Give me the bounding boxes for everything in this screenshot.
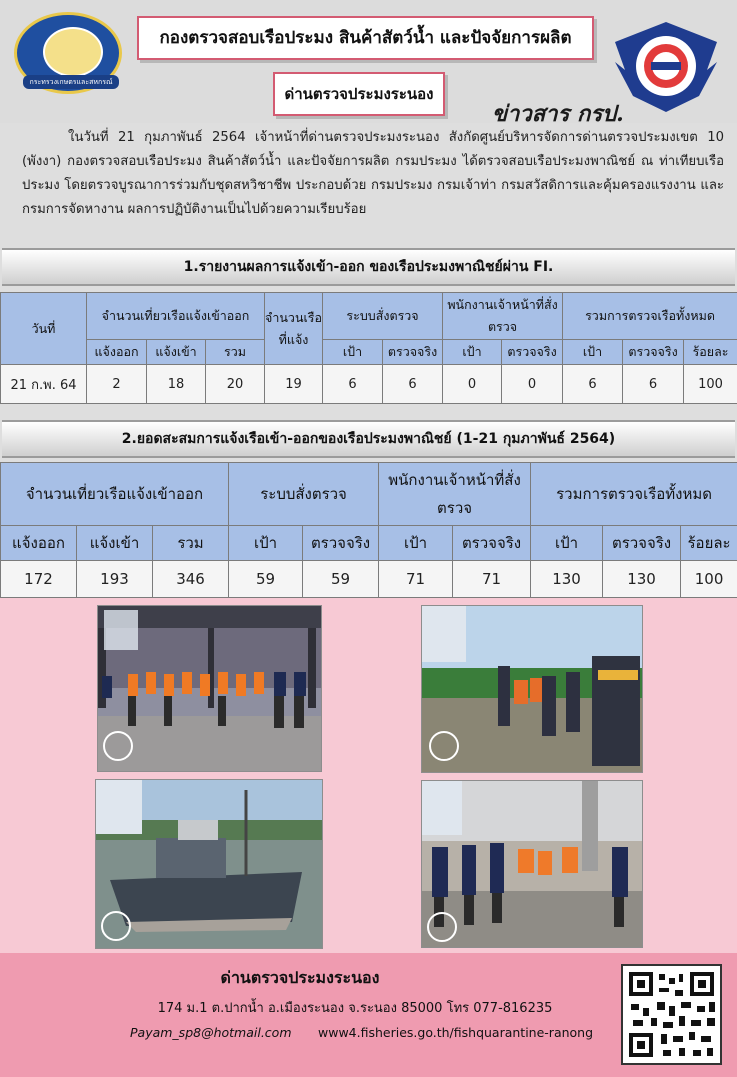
footer-website-link[interactable]: www4.fisheries.go.th/fishquarantine-ranong: [318, 1025, 594, 1040]
header-total-target: เป้า: [531, 526, 603, 561]
daily-report-table: [0, 292, 737, 404]
footer-office-name: ด่านตรวจประมงระนอง: [220, 968, 380, 987]
cumulative-report-table: [0, 462, 737, 598]
header-total: รวมการตรวจเรือทั้งหมด: [563, 293, 737, 340]
cell-system-target: 59: [229, 561, 303, 598]
header-trips: จำนวนเที่ยวเรือแจ้งเข้าออก: [87, 293, 265, 340]
header-out: แจ้งออก: [1, 526, 77, 561]
section1-title: 1.รายงานผลการแจ้งเข้า-ออก ของเรือประมงพาณิชย์ผ่าน FI.: [2, 248, 735, 286]
cell-total-target: 6: [563, 365, 623, 404]
header-system: ระบบสั่งตรวจ: [323, 293, 443, 340]
cell-total-actual: 130: [603, 561, 681, 598]
header-officer-target: เป้า: [443, 340, 502, 365]
inspection-photo-dock: [97, 605, 322, 772]
cell-officer-target: 0: [443, 365, 502, 404]
header-total: รวมการตรวจเรือทั้งหมด: [531, 463, 737, 526]
header-total-actual: ตรวจจริง: [623, 340, 684, 365]
cell-officer-actual: 0: [502, 365, 563, 404]
header-vessels: จำนวนเรือที่แจ้ง: [265, 293, 323, 365]
header-officer-target: เป้า: [379, 526, 453, 561]
cell-in: 193: [77, 561, 153, 598]
cell-system-target: 6: [323, 365, 383, 404]
qr-code-icon: [621, 964, 722, 1065]
header-system-actual: ตรวจจริง: [383, 340, 443, 365]
header-total-actual: ตรวจจริง: [603, 526, 681, 561]
intro-paragraph: ในวันที่ 21 กุมภาพันธ์ 2564 เจ้าหน้าที่ด่านตรวจประมงระนอง สังกัดศูนย์บริหารจัดการด่านตรวจประมงเขต 10 (พังงา) กองตรวจสอบเรือประมง สินค้าสัตว์น้ำ และปัจจัยการผลิต กรมประมง ได้ตรวจสอบเรือประมงพาณิชย์ ณ ท่าเทียบเรือประมง โดยตรวจบูรณาการร่วมกับชุดสหวิชาชีพ ประกอบด้วย กรมประมง กรมเจ้าท่า กรมสวัสดิการและคุ้มครองแรงงาน และกรมการจัดหางาน ผลการปฏิบัติงานเป็นไปด้วยความเรียบร้อย: [22, 130, 724, 217]
cell-out: 172: [1, 561, 77, 598]
section2-title: 2.ยอดสะสมการแจ้งเรือเข้า-ออกของเรือประมงพาณิชย์ (1-21 กุมภาพันธ์ 2564): [2, 420, 735, 458]
header-system: ระบบสั่งตรวจ: [229, 463, 379, 526]
header-percent: ร้อยละ: [681, 526, 737, 561]
header-sum: รวม: [206, 340, 265, 365]
header-officer: พนักงานเจ้าหน้าที่สั่งตรวจ: [379, 463, 531, 526]
royal-emblem-icon: [43, 27, 103, 77]
fishery-inspection-logo: [611, 18, 721, 114]
cell-officer-target: 71: [379, 561, 453, 598]
header-in: แจ้งเข้า: [77, 526, 153, 561]
table-row: [1, 365, 737, 404]
office-name: ด่านตรวจประมงระนอง: [273, 72, 445, 116]
header-date: วันที่: [1, 293, 87, 365]
cell-sum: 346: [153, 561, 229, 598]
cell-system-actual: 6: [383, 365, 443, 404]
footer-address: 174 ม.1 ต.ปากน้ำ อ.เมืองระนอง จ.ระนอง 85000 โทร 077-816235: [157, 1001, 553, 1016]
cell-sum: 20: [206, 365, 265, 404]
cell-vessels: 19: [265, 365, 323, 404]
header-officer-actual: ตรวจจริง: [453, 526, 531, 561]
cell-percent: 100: [681, 561, 737, 598]
footer-email-link[interactable]: Payam_sp8@hotmail.com: [130, 1025, 292, 1040]
header-system-target: เป้า: [323, 340, 383, 365]
header-sum: รวม: [153, 526, 229, 561]
table-row: [1, 561, 737, 598]
news-title: ข่าวสาร กรป.: [492, 101, 624, 127]
header-percent: ร้อยละ: [684, 340, 737, 365]
header-system-target: เป้า: [229, 526, 303, 561]
header-officer: พนักงานเจ้าหน้าที่สั่งตรวจ: [443, 293, 563, 340]
cell-total-actual: 6: [623, 365, 684, 404]
header-in: แจ้งเข้า: [147, 340, 206, 365]
cell-in: 18: [147, 365, 206, 404]
logo-band-text: กระทรวงเกษตรและสหกรณ์: [23, 75, 119, 89]
inspection-photo-crew: [421, 605, 643, 773]
header-officer-actual: ตรวจจริง: [502, 340, 563, 365]
cell-system-actual: 59: [303, 561, 379, 598]
inspection-photo-boat: [95, 779, 323, 949]
cell-officer-actual: 71: [453, 561, 531, 598]
header-total-target: เป้า: [563, 340, 623, 365]
header-out: แจ้งออก: [87, 340, 147, 365]
cell-percent: 100: [684, 365, 737, 404]
cell-date: 21 ก.พ. 64: [1, 365, 87, 404]
header-trips: จำนวนเที่ยวเรือแจ้งเข้าออก: [1, 463, 229, 526]
page-title: กองตรวจสอบเรือประมง สินค้าสัตว์น้ำ และปัจจัยการผลิต: [137, 16, 594, 60]
cell-total-target: 130: [531, 561, 603, 598]
inspection-photo-team: [421, 780, 643, 948]
cell-out: 2: [87, 365, 147, 404]
department-logo: [14, 12, 122, 94]
header-system-actual: ตรวจจริง: [303, 526, 379, 561]
